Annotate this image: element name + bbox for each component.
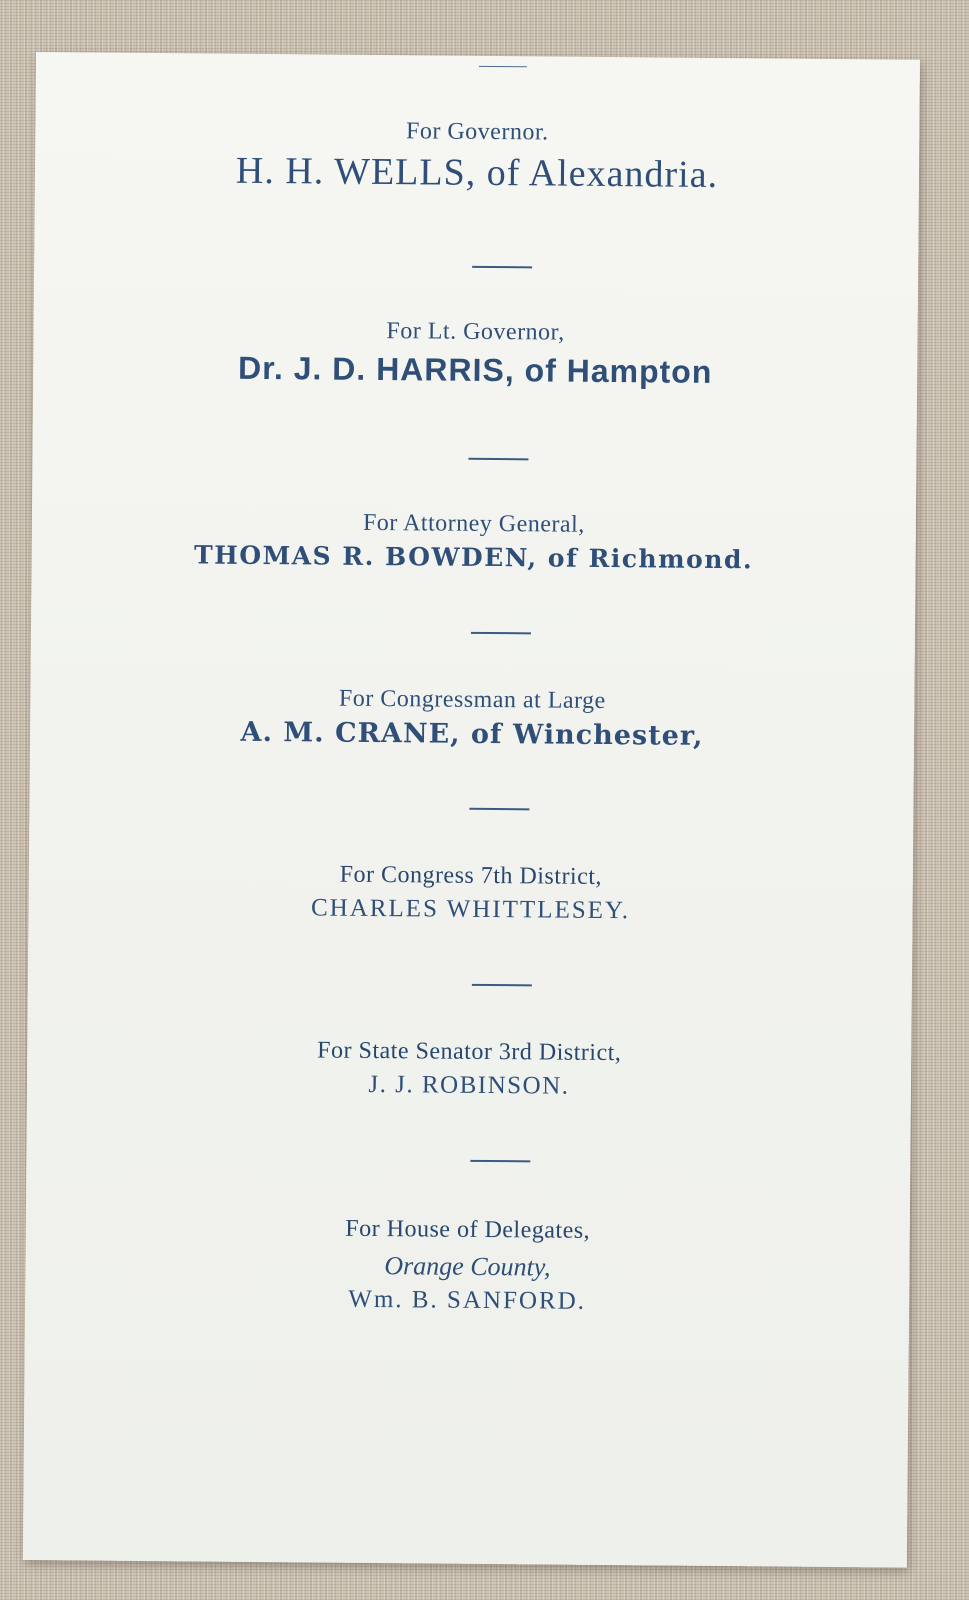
section-divider (472, 266, 532, 269)
top-divider (479, 66, 527, 67)
section-divider (468, 458, 528, 461)
state-senator-section (27, 1034, 912, 1105)
candidate-name: Dr. J. D. HARRIS, of Hampton (237, 349, 713, 390)
office-label: For Congressman at Large (338, 685, 606, 714)
office-label: For Lt. Governor, (386, 318, 565, 346)
candidate-name: CHARLES WHITTLESEY. (310, 894, 631, 925)
section-divider (469, 808, 529, 811)
congress-7th-district-section (28, 858, 913, 929)
candidate-name: THOMAS R. BOWDEN, of Richmond. (193, 540, 754, 575)
candidate-name: J. J. ROBINSON. (368, 1070, 570, 1100)
section-divider (471, 632, 531, 635)
candidate-name: A. M. CRANE, of Winchester, (240, 716, 704, 752)
attorney-general-section (31, 506, 916, 577)
office-label: For Congress 7th District, (339, 861, 603, 890)
candidate-name: Wm. B. SANFORD. (348, 1285, 587, 1315)
house-of-delegates-section (25, 1212, 910, 1320)
office-label: For House of Delegates, (345, 1215, 591, 1244)
governor-section (35, 114, 920, 200)
county-label: Orange County, (384, 1250, 551, 1282)
election-ballot (23, 52, 920, 1568)
lt-governor-section (33, 314, 918, 393)
section-divider (470, 1160, 530, 1163)
office-label: For Governor. (405, 118, 549, 146)
section-divider (472, 984, 532, 987)
congressman-at-large-section (30, 682, 915, 755)
office-label: For State Senator 3rd District, (317, 1037, 622, 1067)
office-label: For Attorney General, (362, 509, 585, 538)
candidate-name: H. H. WELLS, of Alexandria. (235, 149, 719, 196)
